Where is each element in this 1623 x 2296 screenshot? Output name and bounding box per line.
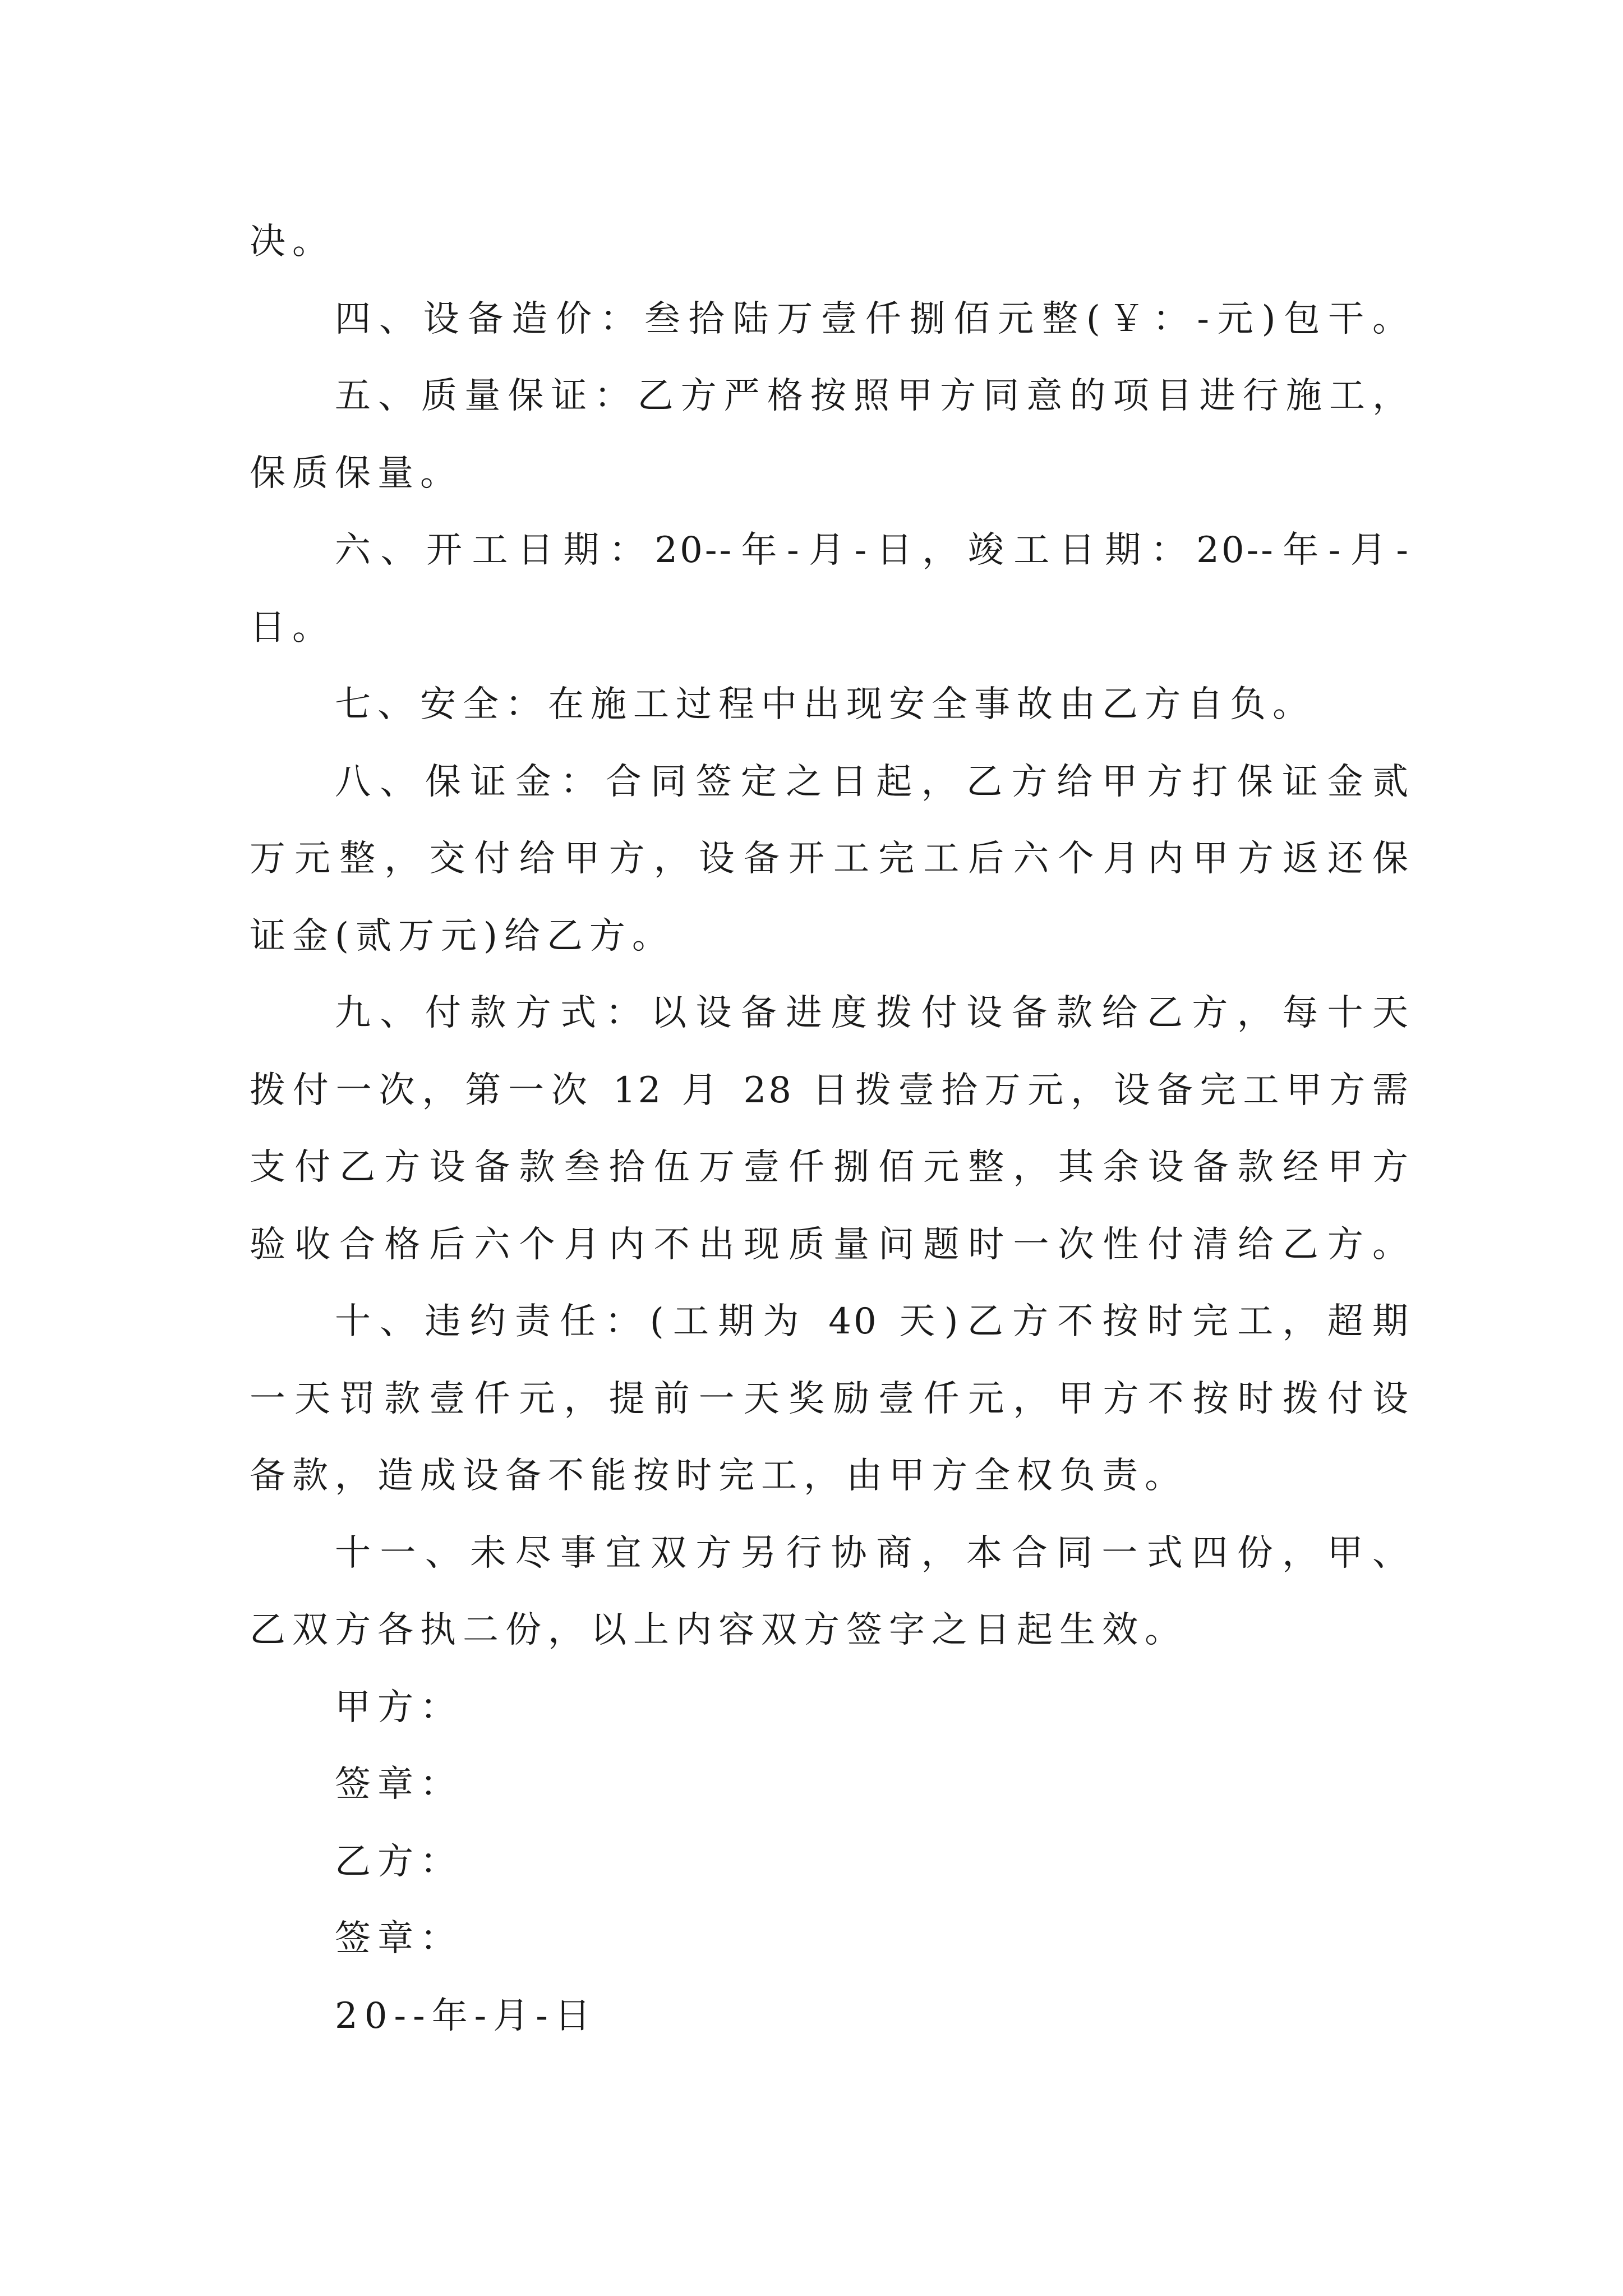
party-a-seal-label: 签章： [335,1764,463,1805]
clause-deposit [250,744,1410,976]
clause-line: 六、开工日期：20--年-月-日，竣工日期：20--年-月- [335,530,1410,571]
clause-quality-guarantee [250,358,1410,512]
clause-line: 保质保量。 [250,452,463,494]
clause-line: 证金(贰万元)给乙方。 [250,915,675,957]
clause-safety [250,666,1410,744]
clause-miscellaneous [250,1515,1410,1669]
clause-breach-liability [250,1283,1410,1515]
clause-line: 十一、未尽事宜双方另行协商，本合同一式四份，甲、 [335,1532,1410,1574]
clause-line: 九、付款方式：以设备进度拨付设备款给乙方，每十天 [335,992,1410,1034]
clause-line: 五、质量保证：乙方严格按照甲方同意的项目进行施工， [335,375,1410,417]
contract-body [250,204,1410,2055]
party-b-label: 乙方： [335,1841,463,1883]
clause-equipment-price [250,281,1410,358]
clause-line: 七、安全：在施工过程中出现安全事故由乙方自负。 [335,684,1315,725]
clause-line: 八、保证金：合同签定之日起，乙方给甲方打保证金贰 [335,761,1410,803]
clause-line: 万元整，交付给甲方，设备开工完工后六个月内甲方返还保 [250,838,1410,880]
clause-line: 支付乙方设备款叁拾伍万壹仟捌佰元整，其余设备款经甲方 [250,1147,1410,1188]
clause-line: 决。 [250,221,335,263]
clause-schedule [250,512,1410,666]
party-a-label: 甲方： [335,1686,463,1728]
clause-line: 验收合格后六个月内不出现质量问题时一次性付清给乙方。 [250,1223,1410,1266]
clause-line: 乙双方各执二份，以上内容双方签字之日起生效。 [250,1609,1187,1651]
clause-line: 四、设备造价：叁拾陆万壹仟捌佰元整(￥：-元)包干。 [335,298,1410,340]
party-b-seal-label: 签章： [335,1918,463,1959]
clause-line: 备款，造成设备不能按时完工，由甲方全权负责。 [250,1455,1187,1497]
clause-continuation [250,204,1410,281]
clause-line: 拨付一次，第一次 12 月 28 日拨壹拾万元，设备完工甲方需 [250,1069,1410,1111]
clause-line: 日。 [250,606,335,648]
signing-date: 20--年-月-日 [335,1995,597,2037]
signature-block [250,1669,1410,2055]
clause-line: 一天罚款壹仟元，提前一天奖励壹仟元，甲方不按时拨付设 [250,1378,1410,1420]
clause-line: 十、违约责任：(工期为 40 天)乙方不按时完工，超期 [335,1301,1410,1342]
clause-payment-method [250,975,1410,1283]
